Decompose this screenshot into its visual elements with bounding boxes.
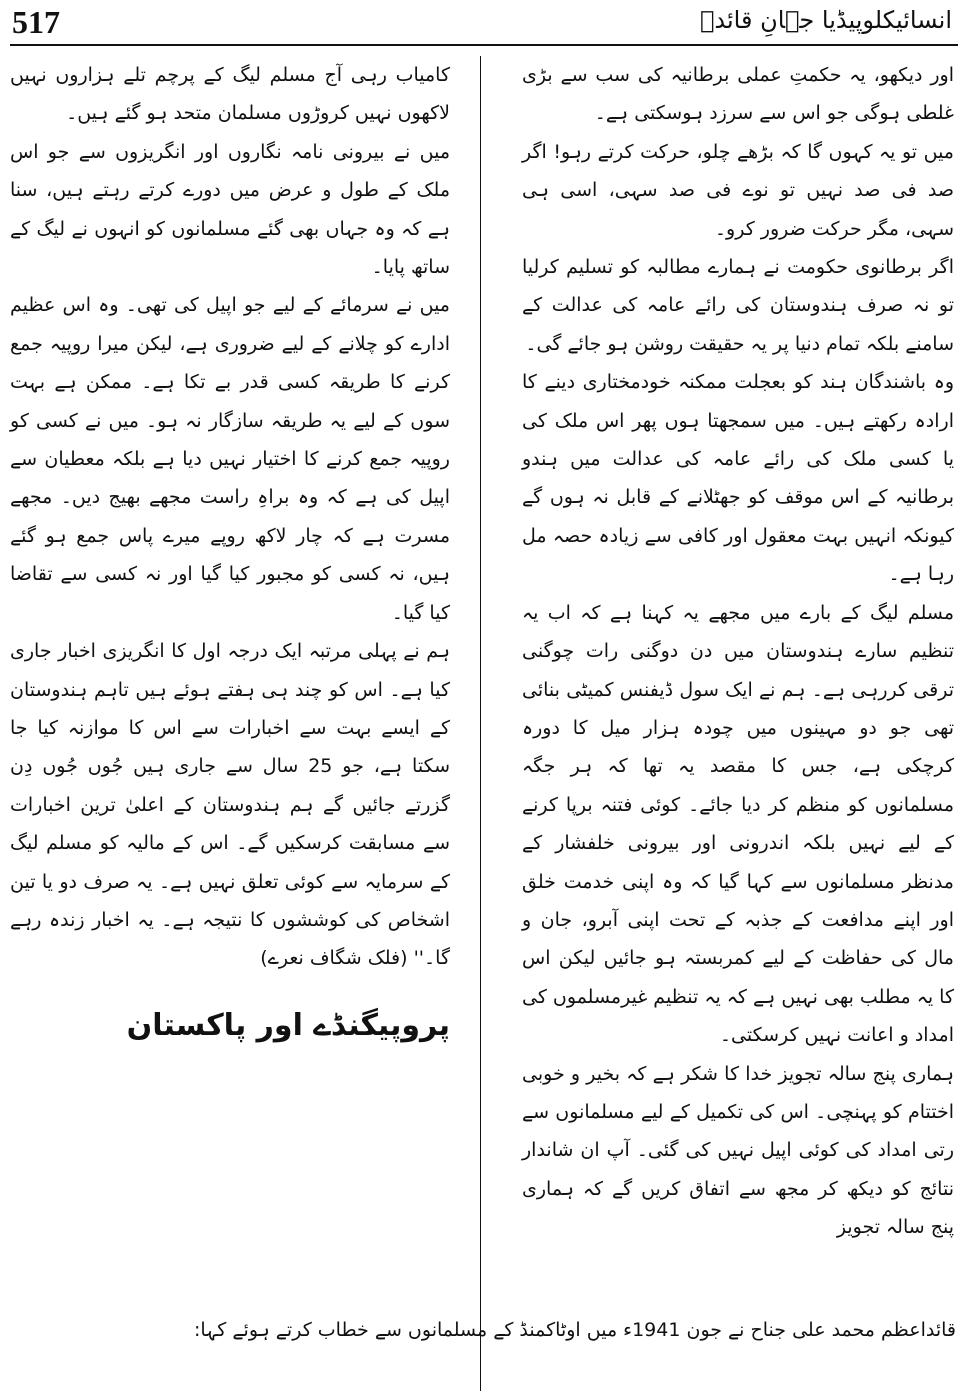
paragraph: وہ باشندگان ہند کو بعجلت ممکنہ خودمختاری دینے کا ارادہ رکھتے ہیں۔ میں سمجھتا ہوں پھر اس ملک کی یا کسی ملک کی رائے عامہ کی عدالت میں ہندو برطانیہ کے اس موقف کو جھٹلانے کے قابل نہ ہوں گے کیونکہ انہیں بہت معقول اور کافی سے زیادہ حصہ مل رہا ہے۔ bbox=[522, 371, 954, 586]
column-divider bbox=[480, 56, 481, 1391]
paragraph: ہم نے پہلی مرتبہ ایک درجہ اول کا انگریزی اخبار جاری کیا ہے۔ اس کو چند ہی ہفتے ہوئے ہیں تاہم ہندوستان کے ایسے بہت سے اخبارات سے اس کا موازنہ کیا جا سکتا ہے، جو 25 سال سے جاری ہیں جُوں جُوں دِن گزرتے جائیں گے ہم ہندوستان کے اعلیٰ ترین اخبارات سے مسابقت کرسکیں گے۔ اس کے مالیہ کو مسلم لیگ کے سرمایہ سے کوئی تعلق نہیں ہے۔ یہ صرف دو یا تین اشخاص کی کوششوں کا نتیجہ ہے۔ یہ اخبار زندہ رہے گا۔'' (فلک شگاف نعرے) bbox=[10, 640, 450, 970]
section-heading: پروپیگنڈے اور پاکستان bbox=[126, 1007, 450, 1043]
book-title: انسائیکلوپیڈیا جہانِ قائدؒ bbox=[700, 6, 952, 34]
paragraph: میں تو یہ کہوں گا کہ بڑھے چلو، حرکت کرتے رہو! اگر صد فی صد نہیں تو نوے فی صد سہی، اسی ہی سہی، مگر حرکت ضرور کرو۔ bbox=[522, 140, 954, 240]
right-column bbox=[522, 56, 954, 1247]
paragraph: ہماری پنج سالہ تجویز خدا کا شکر ہے کہ بخیر و خوبی اختتام کو پہنچی۔ اس کی تکمیل کے لیے مسلمانوں سے رتی امداد کی کوئی اپیل نہیں کی گئی۔ آپ ان شاندار نتائج کو دیکھ کر مجھ سے اتفاق کریں گے کہ ہماری پنج سالہ تجویز bbox=[522, 1062, 954, 1239]
left-column bbox=[10, 56, 450, 1058]
page-number: 517 bbox=[12, 4, 60, 40]
page-header bbox=[0, 0, 968, 46]
paragraph: اگر برطانوی حکومت نے ہمارے مطالبہ کو تسلیم کرلیا تو نہ صرف ہندوستان کی رائے عامہ کی عدالت کے سامنے بلکہ تمام دنیا پر یہ حقیقت روشن ہو جائے گی۔ bbox=[522, 256, 954, 355]
header-rule bbox=[10, 44, 958, 46]
paragraph: مسلم لیگ کے بارے میں مجھے یہ کہنا ہے کہ اب یہ تنظیم سارے ہندوستان میں دن دوگنی رات چوگنی ترقی کررہی ہے۔ ہم نے ایک سول ڈیفنس کمیٹی بنائی تھی جو دو مہینوں میں چودہ ہزار میل کا دورہ کرچکی ہے، جس کا مقصد یہ تھا کہ ہر جگہ مسلمانوں کو منظم کر دیا جائے۔ کوئی فتنہ برپا کرنے کے لیے نہیں بلکہ اندرونی اور بیرونی خلفشار کے مدنظر مسلمانوں سے کہا گیا کہ وہ اپنی خدمت خلق اور اپنے مدافعت کے جذبہ کے تحت اپنی آبرو، جان و مال کی حفاظت کے لیے کمربستہ ہو جائیں لیکن اس کا یہ مطلب بھی نہیں ہے کہ یہ تنظیم غیرمسلموں کی امداد و اعانت نہیں کرسکتی۔ bbox=[522, 601, 954, 1047]
paragraph: قائداعظم محمد علی جناح نے جون 1941ء میں اوٹاکمنڈ کے مسلمانوں سے خطاب کرتے ہوئے کہا: bbox=[193, 1319, 956, 1341]
paragraph: میں نے بیرونی نامہ نگاروں اور انگریزوں سے جو اس ملک کے طول و عرض میں دورے کرتے رہتے ہیں، سنا ہے کہ وہ جہاں بھی گئے مسلمانوں کو انہوں نے لیگ کے ساتھ پایا۔ bbox=[10, 140, 450, 279]
speech-intro bbox=[10, 1312, 956, 1348]
paragraph: میں نے سرمائے کے لیے جو اپیل کی تھی۔ وہ اس عظیم ادارے کو چلانے کے لیے ضروری ہے، لیکن میرا روپیہ جمع کرنے کا طریقہ کسی قدر بے تکا ہے۔ ممکن ہے بہت سوں کے لیے یہ طریقہ سازگار نہ ہو۔ میں نے کسی کو روپیہ جمع کرنے کا اختیار نہیں دیا ہے بلکہ معطیان سے اپیل کی ہے کہ وہ براہِ راست مجھے بھیج دیں۔ مجھے مسرت ہے کہ چار لاکھ روپے میرے پاس جمع ہو گئے ہیں، نہ کسی کو مجبور کیا گیا اور نہ کسی سے تقاضا کیا گیا۔ bbox=[10, 294, 450, 624]
paragraph: اور دیکھو، یہ حکمتِ عملی برطانیہ کی سب سے بڑی غلطی ہوگی جو اس سے سرزد ہوسکتی ہے۔ bbox=[522, 64, 954, 125]
paragraph: کامیاب رہی آج مسلم لیگ کے پرچم تلے ہزاروں نہیں لاکھوں نہیں کروڑوں مسلمان متحد ہو گئے ہیں۔ bbox=[10, 64, 450, 125]
